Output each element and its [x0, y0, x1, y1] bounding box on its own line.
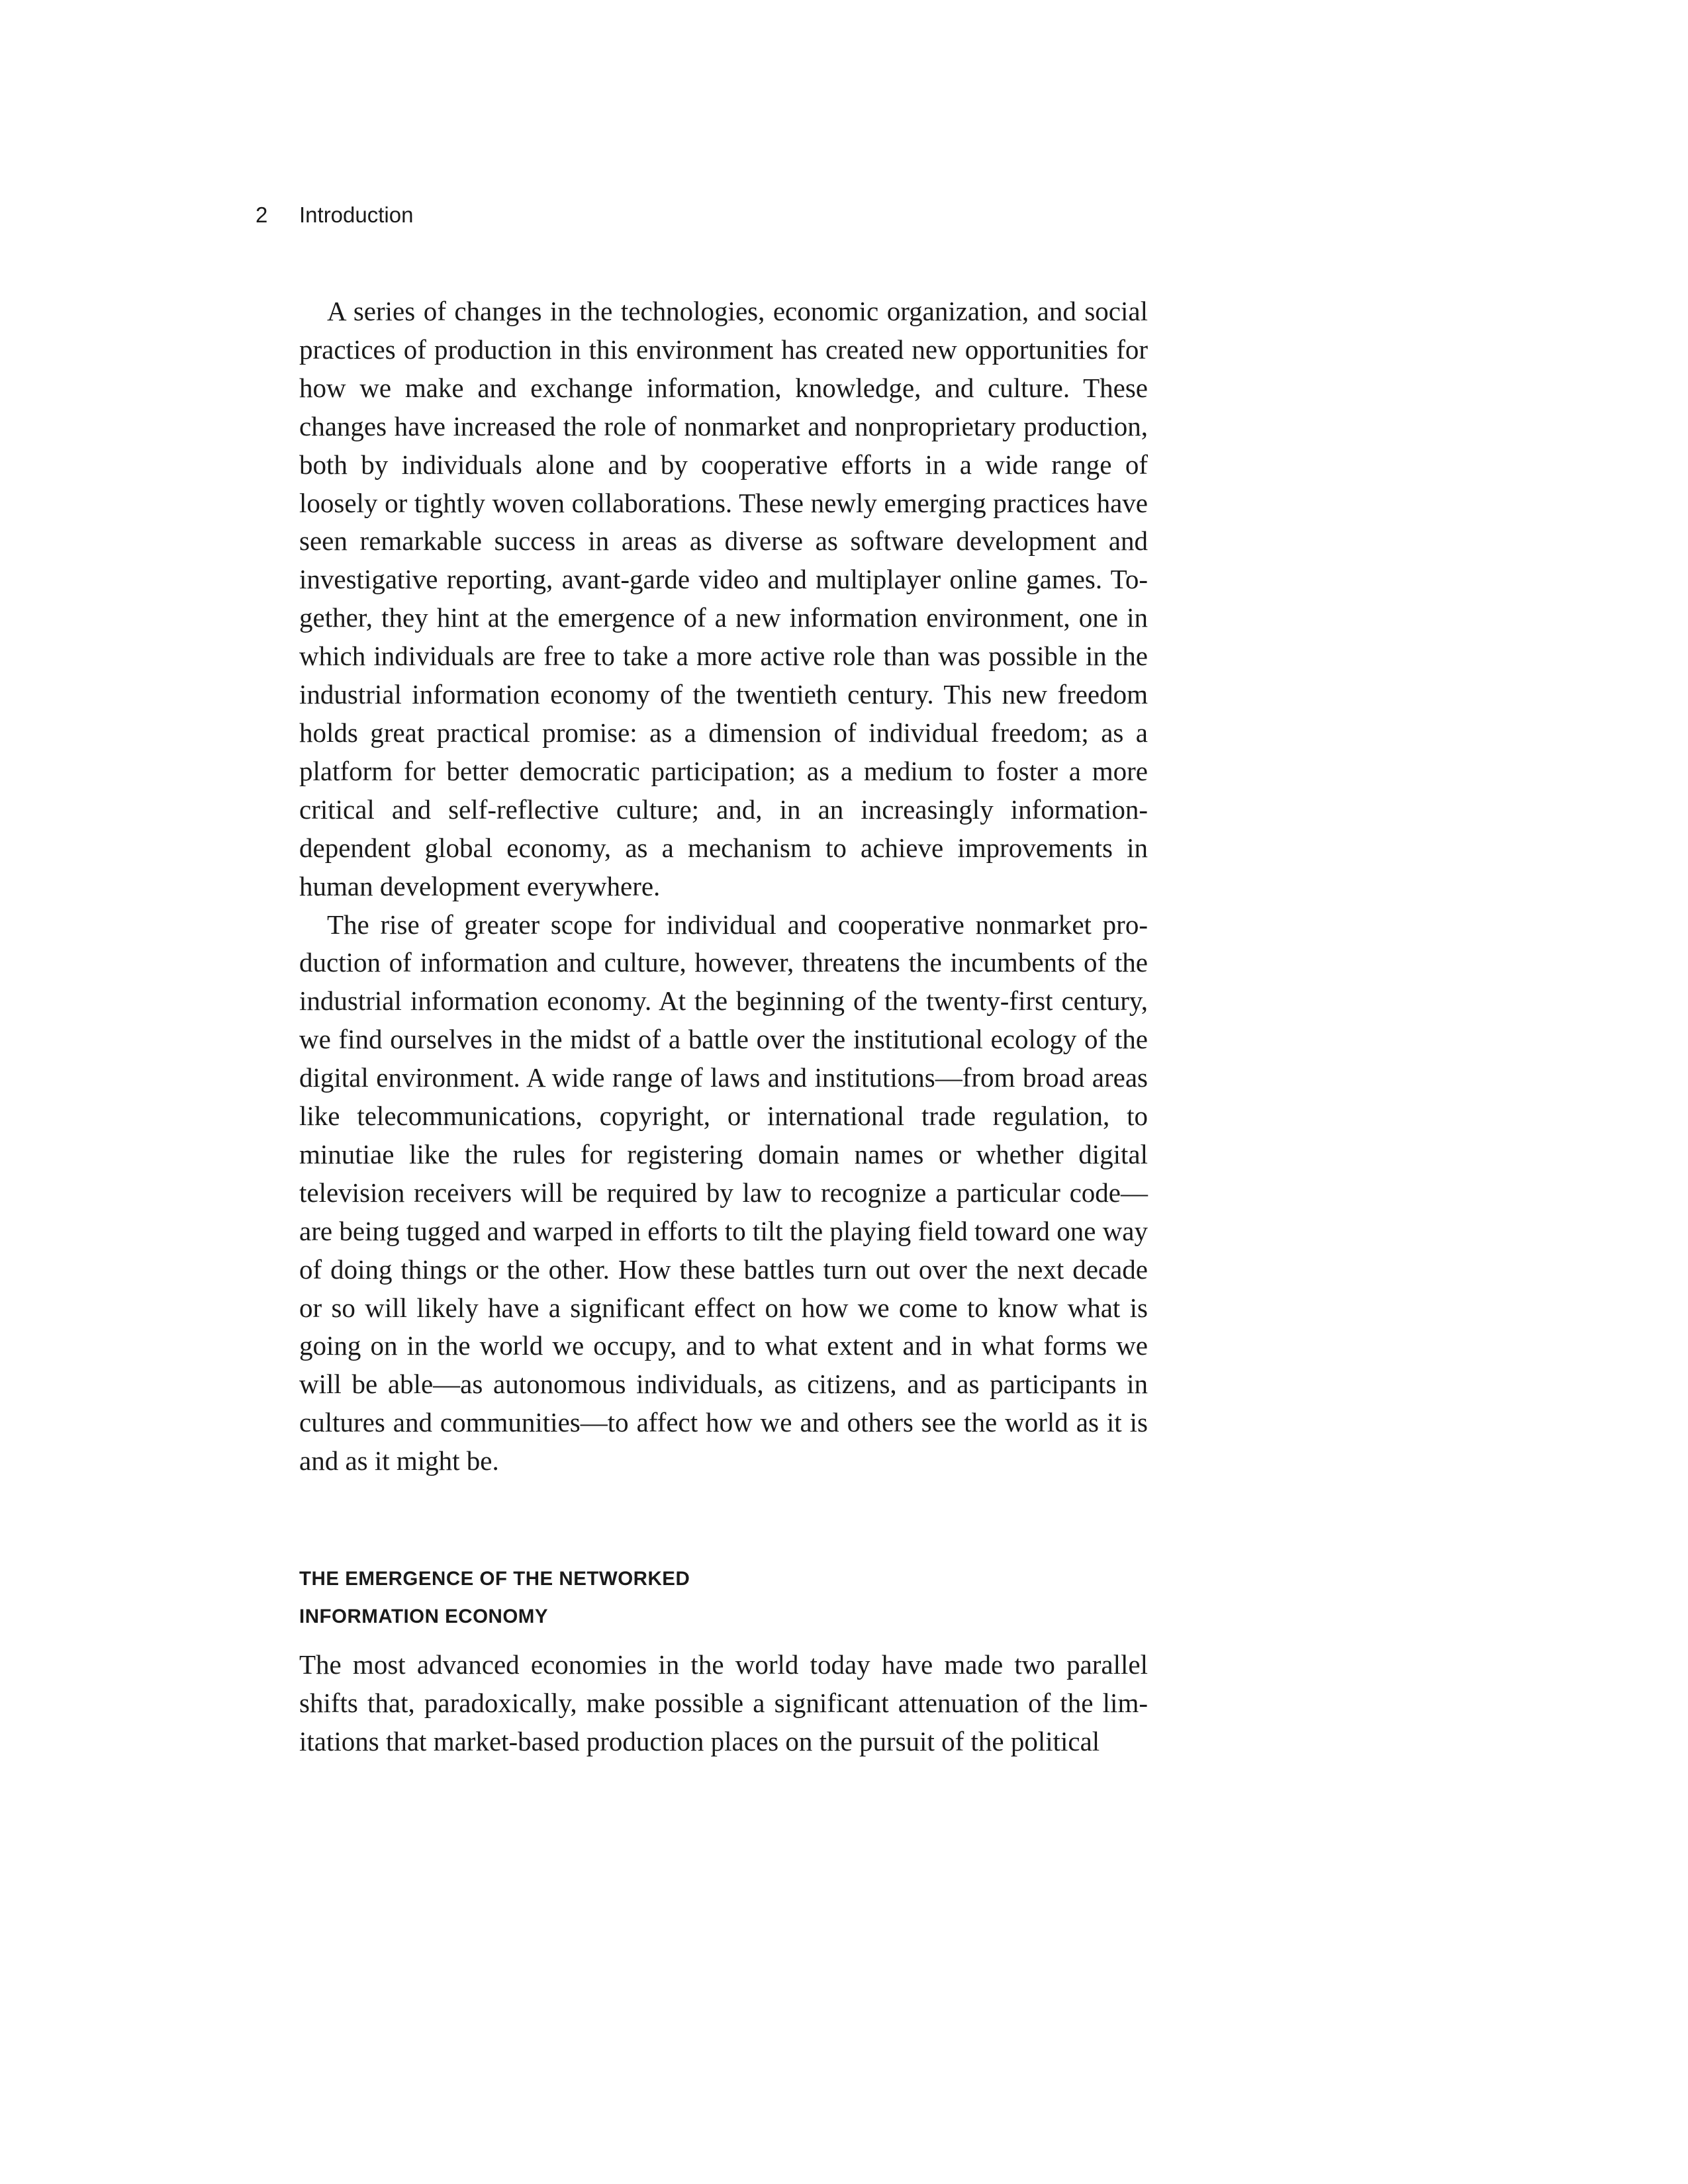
paragraph-changes: A series of changes in the technologies, economic organization, and social practices of production in this environment has created new opportunities for how we make and exchange information, knowledge, and culture. These changes have increased the role of nonmarket and nonproprietary production, both by individuals alone and by cooperative efforts in a wide range of loosely or tightly woven collaborations. These newly emerging practices have seen remarkable success in areas as diverse as software development and investigative reporting, avant-garde video and multiplayer online games. Together, they hint at the emergence of a new information environment, one in which individuals are free to take a more active role than was possible in the industrial information economy of the twentieth century. This new freedom holds great practical promise: as a dimension of individual freedom; as a platform for better democratic participation; as a medium to foster a more critical and self-reflective culture; and, in an increasingly information-dependent global economy, as a mechanism to achieve improvements in human development everywhere.	[299, 296, 1148, 901]
page-number: 2	[256, 203, 268, 227]
running-title: Introduction	[299, 203, 414, 227]
main-text	[299, 293, 1148, 1761]
paragraph-section-opening: The most advanced economies in the world today have made two parallel shifts that, paradoxically, make possible a significant attenuation of the limitations that market-based production places on the pursuit of the political	[299, 1649, 1148, 1756]
section-heading	[299, 1560, 1148, 1635]
section-heading-line-2: INFORMATION ECONOMY	[299, 1606, 549, 1628]
paragraph-battle: The rise of greater scope for individual and cooperative nonmarket production of information and culture, however, threatens the incumbents of the industrial information economy. At the beginning of the twenty-first century, we find ourselves in the midst of a battle over the institutional ecology of the digital environment. A wide range of laws and institutions—from broad areas like telecommunications, copyright, or international trade regulation, to minutiae like the rules for registering domain names or whether digital television receivers will be required by law to recognize a particular code—are being tugged and warped in efforts to tilt the playing field toward one way of doing things or the other. How these battles turn out over the next decade or so will likely have a significant effect on how we come to know what is going on in the world we occupy, and to what extent and in what forms we will be able—as autonomous individuals, as citizens, and as participants in cultures and communities—to affect how we and others see the world as it is and as it might be.	[299, 909, 1148, 1477]
running-header	[256, 199, 413, 232]
section-heading-line-1: THE EMERGENCE OF THE NETWORKED	[299, 1568, 690, 1590]
